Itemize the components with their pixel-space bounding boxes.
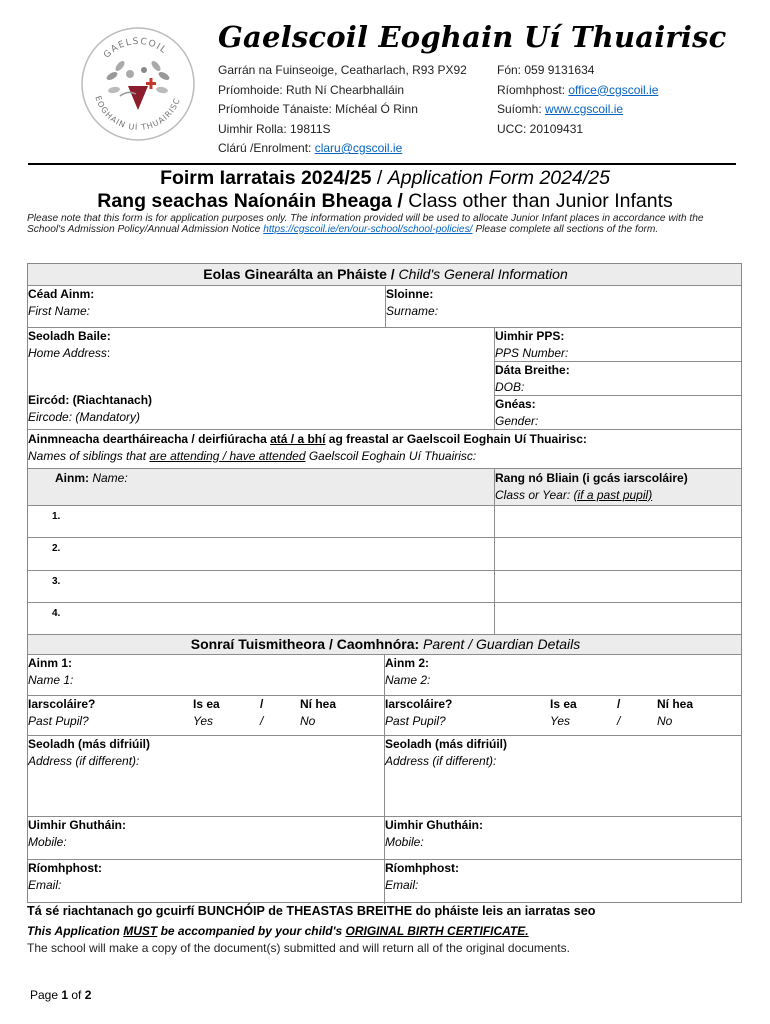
gender-label-en: Gender:: [495, 413, 539, 428]
logo-text-top: GAELSCOIL: [102, 36, 169, 61]
dob-field[interactable]: [495, 362, 570, 395]
page-label: Page: [30, 988, 62, 1002]
yes-1-en: Yes: [193, 713, 214, 728]
school-logo: [80, 26, 196, 142]
gender-label-ga: Gnéas:: [495, 397, 536, 411]
surname-label-en: Surname:: [386, 303, 439, 318]
gender-field[interactable]: [495, 396, 538, 429]
school-name: Gaelscoil Eoghain Uí Thuairisc: [218, 20, 727, 54]
school-phone: Fón: 059 9131634: [497, 63, 595, 77]
first-name-field[interactable]: [28, 286, 94, 319]
birth-cert-requirement-irish: Tá sé riachtanach go gcuirfí BUNCHÓIP de THEASTAS BREITHE do pháiste leis an iarratas seo: [27, 904, 596, 918]
mobile-2-en: Mobile:: [385, 834, 424, 849]
sibling-class-label-en-1: Class or Year:: [495, 487, 574, 502]
sibling-class-label-en-2: (if a past pupil): [573, 487, 653, 502]
email-2-ga: Ríomhphost:: [385, 861, 459, 875]
siblings-heading: [28, 431, 587, 464]
siblings-heading-en-1: Names of siblings that: [28, 448, 150, 463]
first-name-label-ga: Céad Ainm:: [28, 287, 95, 301]
yes-2-ga: Is ea: [550, 697, 577, 711]
past-pupil-2-no-option[interactable]: [657, 696, 693, 729]
req-part-c: be accompanied by your child's: [157, 924, 346, 938]
child-title-irish: Eolas Ginearálta an Pháiste: [203, 266, 387, 282]
sibling-row-3[interactable]: 3.: [52, 576, 61, 587]
policy-link[interactable]: https://cgscoil.ie/en/our-school/school-policies/: [263, 223, 473, 235]
email-1-ga: Ríomhphost:: [28, 861, 102, 875]
slash-1b: /: [260, 713, 264, 728]
siblings-heading-en: [28, 448, 587, 465]
page-number: [30, 988, 91, 1002]
sibling-name-column-header: [55, 470, 128, 487]
address-1-en: Address (if different):: [28, 753, 140, 768]
note-text-end: Please complete all sections of the form.: [472, 223, 659, 235]
parent-name-1-field[interactable]: [28, 655, 73, 688]
name1-label-ga: Ainm 1:: [28, 656, 73, 670]
parent-mobile-1-field[interactable]: [28, 817, 126, 850]
no-1-en: No: [300, 713, 316, 728]
school-address: Garrán na Fuinseoige, Ceatharlach, R93 PX92: [218, 63, 467, 77]
form-subtitle: [0, 190, 770, 213]
child-title-english: Child's General Information: [398, 266, 568, 282]
application-form-table: [27, 263, 742, 903]
sibling-name-label-en: Name:: [92, 471, 128, 485]
pps-number-field[interactable]: [495, 328, 568, 361]
principal: Príomhoide: Ruth Ní Chearbhalláin: [218, 82, 405, 97]
surname-field[interactable]: [386, 286, 438, 319]
page-total: 2: [84, 988, 92, 1002]
home-address-field[interactable]: Seoladh Baile: Home Address:: [28, 329, 111, 360]
past-pupil-1-ga: Iarscoláire?: [28, 697, 96, 711]
deputy-principal: Príomhoide Tánaiste: Míchéal Ó Rinn: [218, 102, 418, 116]
slash-2b: /: [617, 713, 621, 728]
surname-label-ga: Sloinne:: [386, 287, 434, 301]
address-1-ga: Seoladh (más difriúil): [28, 737, 151, 751]
home-address-label-ga: Seoladh Baile:: [28, 329, 111, 343]
header-divider: [28, 163, 736, 165]
sibling-row-2[interactable]: 2.: [52, 543, 61, 554]
website-link[interactable]: www.cgscoil.ie: [545, 102, 624, 116]
siblings-heading-en-3: Gaelscoil Eoghain Uí Thuairisc:: [305, 448, 477, 463]
past-pupil-2-label: [385, 696, 452, 729]
website-label: Suíomh:: [497, 102, 546, 116]
header-contact-left: [218, 61, 467, 159]
sibling-row-1[interactable]: 1.: [52, 511, 61, 522]
sibling-name-label-ga: Ainm:: [55, 471, 93, 485]
siblings-heading-ga-2: atá / a bhí: [270, 432, 326, 446]
subtitle-sep: /: [392, 190, 409, 212]
past-pupil-1-slash: [260, 696, 263, 729]
parent-mobile-2-field[interactable]: [385, 817, 483, 850]
past-pupil-1-label: [28, 696, 95, 729]
subtitle-irish: Rang seachas Naíonáin Bheaga: [97, 190, 393, 212]
past-pupil-2-en: Past Pupil?: [385, 713, 446, 728]
sibling-row-4[interactable]: 4.: [52, 608, 61, 619]
dob-label-ga: Dáta Breithe:: [495, 363, 570, 377]
birth-cert-requirement-english: [27, 924, 529, 938]
home-address-label-en: Home Address: [28, 345, 107, 360]
child-section-title: [28, 266, 743, 282]
child-title-sep: /: [386, 266, 399, 282]
eircode-label-ga: Eircód: (Riachtanach): [28, 393, 153, 407]
no-1-ga: Ní hea: [300, 697, 337, 711]
mobile-1-en: Mobile:: [28, 834, 67, 849]
email-1-en: Email:: [28, 877, 62, 892]
past-pupil-2-yes-option[interactable]: [550, 696, 577, 729]
no-2-en: No: [657, 713, 673, 728]
no-2-ga: Ní hea: [657, 697, 694, 711]
siblings-heading-ga-3: ag freastal ar Gaelscoil Eoghain Uí Thuairisc:: [325, 432, 587, 446]
past-pupil-1-en: Past Pupil?: [28, 713, 89, 728]
document-return-note: The school will make a copy of the document(s) submitted and will return all of the original documents.: [27, 941, 570, 955]
req-part-d: ORIGINAL BIRTH CERTIFICATE.: [345, 924, 529, 938]
req-part-b: MUST: [123, 924, 158, 938]
website-line: [497, 100, 658, 120]
office-email-link[interactable]: office@cgscoil.ie: [568, 82, 659, 97]
past-pupil-1-yes-option[interactable]: [193, 696, 220, 729]
pps-label-ga: Uimhir PPS:: [495, 329, 565, 343]
address-2-ga: Seoladh (más difriúil): [385, 737, 508, 751]
parent-section-title: [28, 636, 743, 652]
email-label: Ríomhphost:: [497, 82, 569, 97]
header-contact-right: [497, 61, 658, 139]
siblings-heading-ga-1: Ainmneacha deartháireacha / deirfiúracha: [28, 432, 271, 446]
past-pupil-2-slash: [617, 696, 620, 729]
parent-title-irish: Sonraí Tuismitheora / Caomhnóra:: [190, 636, 420, 652]
form-title: [0, 167, 770, 190]
sibling-class-label-ga: Rang nó Bliain (i gcás iarscoláire): [495, 471, 688, 485]
parent-address-1-field[interactable]: [28, 736, 150, 769]
title-irish: Foirm Iarratais 2024/25: [160, 167, 372, 189]
application-note: [27, 214, 743, 235]
dob-label-en: DOB:: [495, 379, 525, 394]
name2-label-en: Name 2:: [385, 672, 431, 687]
pps-label-en: PPS Number:: [495, 345, 569, 360]
title-sep: /: [371, 167, 388, 189]
slash-2a: /: [617, 697, 621, 711]
logo-text-bottom: EOGHAIN UÍ THUAIRISC: [93, 94, 183, 133]
past-pupil-2-ga: Iarscoláire?: [385, 697, 453, 711]
past-pupil-1-no-option[interactable]: [300, 696, 336, 729]
email-2-en: Email:: [385, 877, 419, 892]
svg-text:GAELSCOIL: [102, 37, 169, 61]
siblings-heading-en-2: are attending / have attended: [149, 448, 306, 463]
eircode-label-en: Eircode: (Mandatory): [28, 409, 141, 424]
siblings-heading-ga: [28, 431, 587, 448]
first-name-label-en: First Name:: [28, 303, 91, 318]
parent-email-2-field[interactable]: [385, 860, 459, 893]
parent-email-1-field[interactable]: [28, 860, 102, 893]
ucc-number: UCC: 20109431: [497, 121, 584, 136]
sibling-class-column-header: [495, 470, 688, 503]
parent-address-2-field[interactable]: [385, 736, 507, 769]
eircode-field[interactable]: [28, 392, 152, 425]
title-english: Application Form 2024/25: [387, 167, 610, 189]
subtitle-english: Class other than Junior Infants: [408, 190, 673, 212]
enrolment-email-link[interactable]: claru@cgscoil.ie: [314, 141, 403, 155]
parent-name-2-field[interactable]: [385, 655, 430, 688]
note-text: Please note that this form is for application purposes only. The information provided will be used to allocate Junior Infant places in accordance with the School's Admission Policy/Annual Admission Notice: [27, 213, 704, 235]
enrolment-label: Clárú /Enrolment:: [218, 141, 315, 155]
enrolment-line: [218, 139, 467, 159]
req-part-a: This Application: [27, 924, 124, 938]
roll-number: Uimhir Rolla: 19811S: [218, 121, 331, 136]
yes-2-en: Yes: [550, 713, 571, 728]
slash-1a: /: [260, 697, 264, 711]
mobile-1-ga: Uimhir Ghutháin:: [28, 818, 126, 832]
page-current: 1: [61, 988, 69, 1002]
yes-1-ga: Is ea: [193, 697, 220, 711]
name1-label-en: Name 1:: [28, 672, 74, 687]
name2-label-ga: Ainm 2:: [385, 656, 430, 670]
address-2-en: Address (if different):: [385, 753, 497, 768]
email-line: [497, 81, 658, 101]
parent-title-english: Parent / Guardian Details: [419, 636, 581, 652]
page-of: of: [68, 988, 85, 1002]
mobile-2-ga: Uimhir Ghutháin:: [385, 818, 483, 832]
